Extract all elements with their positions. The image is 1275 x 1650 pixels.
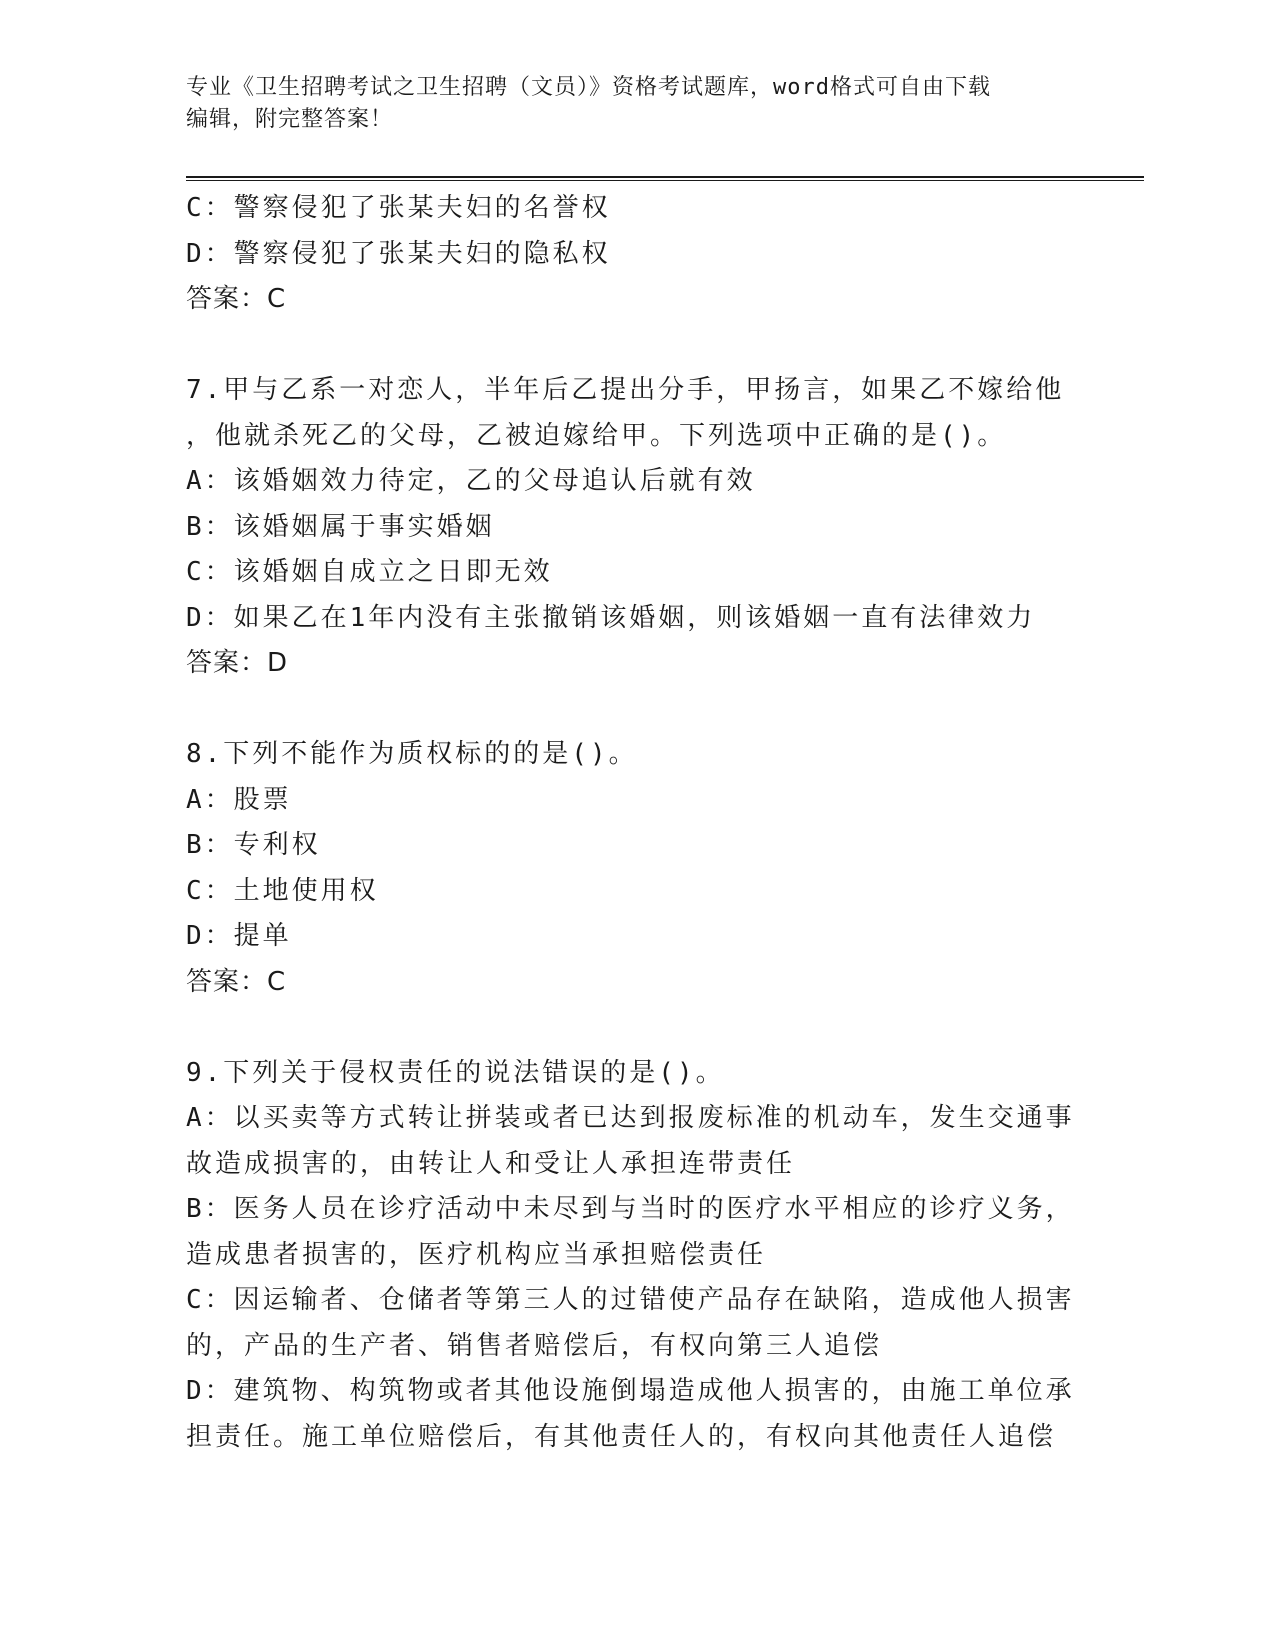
spacer — [186, 687, 1086, 733]
question-stem: 9.下列关于侵权责任的说法错误的是()。 — [186, 1057, 725, 1088]
question-stem: 8.下列不能作为质权标的的是()。 — [186, 739, 638, 769]
option-c: C：该婚姻自成立之日即无效 — [186, 557, 553, 587]
answer: 答案：C — [186, 284, 287, 314]
header-rule-thick — [186, 176, 1144, 178]
answer: 答案：C — [186, 966, 287, 997]
option-d: D：警察侵犯了张某夫妇的隐私权 — [186, 238, 611, 269]
option-b: B：该婚姻属于事实婚姻 — [186, 511, 495, 542]
header-line-1: 专业《卫生招聘考试之卫生招聘（文员）》资格考试题库，word格式可自由下载 — [186, 75, 991, 100]
option-a: A：股票 — [186, 784, 292, 815]
option-c-cont: 的，产品的生产者、销售者赔偿后，有权向第三人追偿 — [186, 1330, 883, 1361]
question-7 — [186, 368, 1086, 687]
option-c: C：警察侵犯了张某夫妇的名誉权 — [186, 193, 611, 223]
question-content — [186, 186, 1086, 1460]
option-d: D：提单 — [186, 921, 292, 951]
option-d-cont: 担责任。施工单位赔偿后，有其他责任人的，有权向其他责任人追偿 — [186, 1421, 1057, 1452]
question-8 — [186, 732, 1086, 1005]
header-line-2: 编辑，附完整答案！ — [186, 107, 394, 132]
option-a: A：以买卖等方式转让拼装或者已达到报废标准的机动车，发生交通事 — [186, 1103, 1075, 1133]
option-b: B：医务人员在诊疗活动中未尽到与当时的医疗水平相应的诊疗义务， — [186, 1194, 1075, 1224]
option-b-cont: 造成患者损害的，医疗机构应当承担赔偿责任 — [186, 1239, 767, 1270]
option-a: A：该婚姻效力待定，乙的父母追认后就有效 — [186, 466, 756, 496]
option-d: D：如果乙在1年内没有主张撤销该婚姻，则该婚姻一直有法律效力 — [186, 602, 1036, 633]
question-stem: 7.甲与乙系一对恋人，半年后乙提出分手，甲扬言，如果乙不嫁给他 — [186, 375, 1065, 405]
option-c: C：因运输者、仓储者等第三人的过错使产品存在缺陷，造成他人损害 — [186, 1285, 1075, 1315]
question-9 — [186, 1051, 1086, 1461]
header-rule-thin — [186, 180, 1144, 181]
question-stem-cont: ，他就杀死乙的父母，乙被迫嫁给甲。下列选项中正确的是()。 — [186, 420, 1007, 451]
option-b: B：专利权 — [186, 830, 321, 860]
prev-question — [186, 186, 1086, 323]
option-d: D：建筑物、构筑物或者其他设施倒塌造成他人损害的，由施工单位承 — [186, 1376, 1075, 1406]
header-rule — [186, 176, 1144, 182]
spacer — [186, 1005, 1086, 1051]
option-c: C：土地使用权 — [186, 875, 379, 906]
option-a-cont: 故造成损害的，由转让人和受让人承担连带责任 — [186, 1148, 796, 1179]
spacer — [186, 323, 1086, 369]
answer: 答案：D — [186, 648, 289, 678]
page-header — [186, 72, 1086, 136]
